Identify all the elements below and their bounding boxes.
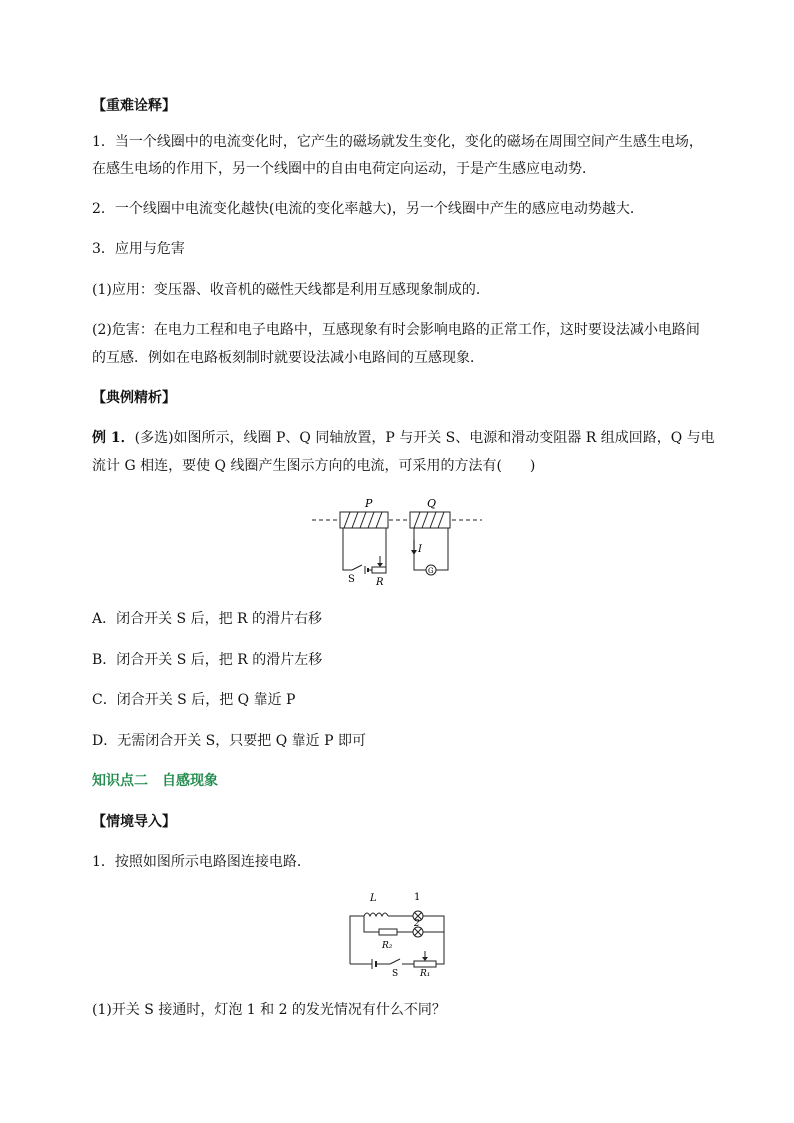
label-i: I (418, 544, 422, 555)
section-heading-examples: 【典例精析】 (92, 390, 176, 406)
knowledge-point-title: 知识点二 自感现象 (92, 773, 218, 789)
option-a: A．闭合开关 S 后，把 R 的滑片右移 (92, 611, 323, 627)
question-1: 1．按照如图所示电路图连接电路． (92, 854, 311, 870)
label-r2: R₂ (382, 941, 393, 951)
switch-s (390, 959, 400, 964)
wire-branch (364, 916, 379, 932)
question-1-sub: (1)开关 S 接通时，灯泡 1 和 2 的发光情况有什么不同？ (92, 1002, 446, 1018)
coil-circuit-figure (310, 494, 485, 590)
paragraph-1-line-2: 在感生电场的作用下，另一个线圈中的自由电荷定向运动，于是产生感应电动势． (92, 161, 596, 177)
switch-s (352, 565, 362, 570)
option-b: B．闭合开关 S 后，把 R 的滑片左移 (92, 652, 323, 668)
example-line-1 (92, 428, 715, 448)
wire-left (350, 916, 364, 964)
wire-p-left (343, 528, 352, 570)
paragraph-1-line-1: 1．当一个线圈中的电流变化时，它产生的磁场就发生变化，变化的磁场在周围空间产生感生电场， (92, 134, 703, 150)
option-d: D．无需闭合开关 S，只要把 Q 靠近 P 即可 (92, 733, 366, 749)
label-s: S (348, 574, 355, 585)
label-l: L (370, 893, 377, 904)
paragraph-5-line-2: 的互感．例如在电路板刻制时就要设法减小电路间的互感现象． (92, 350, 484, 366)
example-text-1: (多选)如图所示，线圈 P、Q 同轴放置，P 与开关 S、电源和滑动变阻器 R 组成回路，Q 与电 (134, 430, 715, 446)
slider-arrow (422, 957, 428, 961)
paragraph-3: 3．应用与危害 (92, 241, 185, 257)
label-bulb-1: 1 (414, 892, 421, 903)
section-heading-scenario: 【情境导入】 (92, 814, 176, 830)
resistor-r2 (379, 929, 397, 935)
label-r1: R₁ (420, 969, 431, 978)
inductor-l (364, 913, 388, 916)
label-bulb-2: 2 (414, 919, 420, 929)
paragraph-5-line-1: (2)危害：在电力工程和电子电路中，互感现象有时会影响电路的正常工作，这时要设法减小电路间 (92, 322, 700, 338)
self-inductance-circuit-figure (344, 888, 456, 978)
current-arrow-head (411, 550, 417, 555)
paragraph-4: (1)应用：变压器、收音机的磁性天线都是利用互感现象制成的． (92, 282, 490, 298)
coil-q (410, 512, 450, 528)
label-r: R (376, 577, 384, 588)
rheostat-r1 (414, 961, 436, 967)
option-c: C．闭合开关 S 后，把 Q 靠近 P (92, 692, 296, 708)
slider-arrow (377, 563, 383, 567)
wire-right (423, 916, 444, 956)
label-s: S (392, 969, 399, 978)
section-heading-key-points: 【重难诠释】 (92, 98, 176, 114)
rheostat-r (372, 567, 386, 573)
wire-q-right (436, 528, 448, 570)
label-g: G (428, 567, 434, 575)
label-p: P (365, 497, 373, 510)
wire-bottom-right (436, 956, 444, 964)
paragraph-2: 2．一个线圈中电流变化越快(电流的变化率越大)，另一个线圈中产生的感应电动势越大． (92, 201, 644, 217)
label-q: Q (427, 497, 437, 510)
example-line-2: 流计 G 相连，要使 Q 线圈产生图示方向的电流，可采用的方法有( ) (92, 458, 536, 474)
example-label: 例 1． (92, 430, 135, 446)
